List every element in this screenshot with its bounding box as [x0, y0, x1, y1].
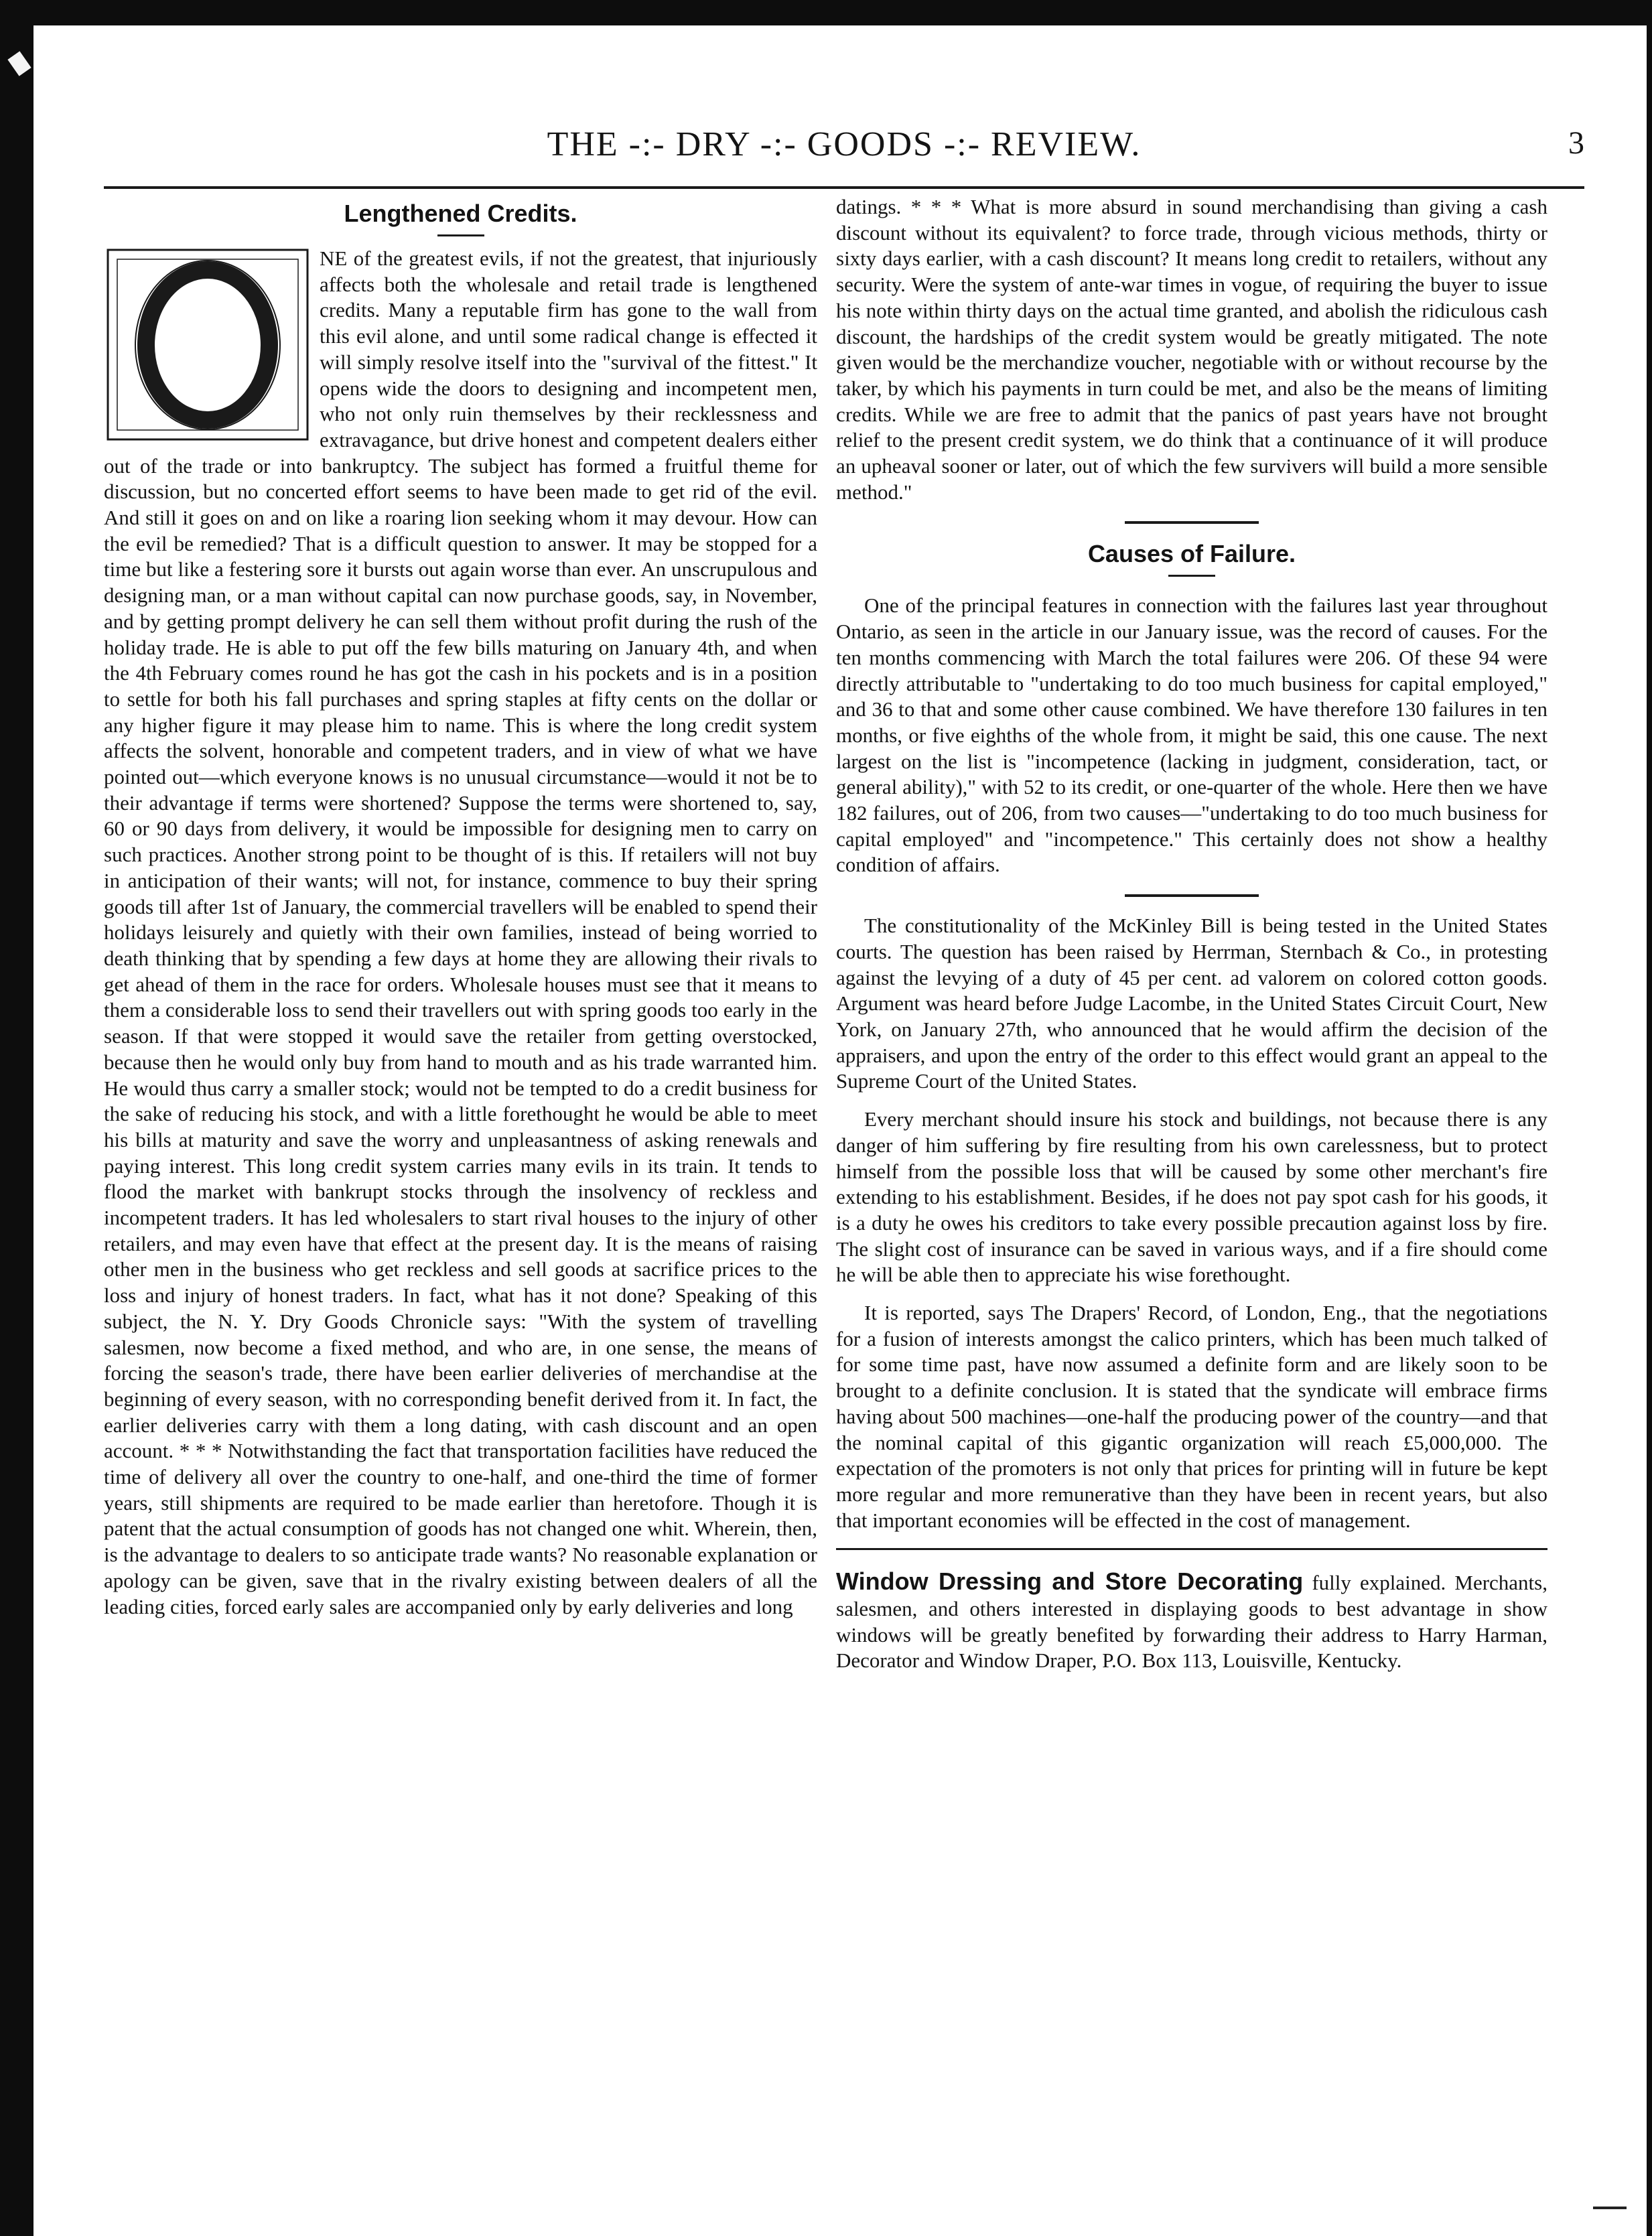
- right-column: [836, 194, 1547, 1674]
- advert-rule: [836, 1548, 1547, 1550]
- dropcap-o-icon: [104, 246, 312, 443]
- article-continuation: datings. * * * What is more absurd in sound merchandising than giving a cash discount without its equivalent? to force trade, through vicious methods, thirty or sixty days earlier, with a cash discount? It means long credit to retailers, without any security. Were the system of ante-war times in vogue, of requiring the buyer to issue his note within thirty days on the actual time granted, and abolish the ridiculous cash discount, the hardships of the credit system would be greatly mitigated. The note given would be the merchandize voucher, negotiable with or without recourse by the taker, by which his payments in turn could be met, and also be the means of limiting credits. While we are free to admit that the panics of past years have not brought relief to the present credit system, we do think that a continuance of it will produce an upheaval sooner or later, out of which the few survivers will build a more sensible method.": [836, 195, 1547, 504]
- article-title-causes-of-failure: Causes of Failure.: [1087, 540, 1296, 568]
- section-divider: [1125, 894, 1259, 897]
- left-column: [104, 194, 817, 1620]
- dropcap-ornament: [104, 246, 312, 443]
- news-paragraph-insurance: Every merchant should insure his stock and buildings, not because there is any danger of him suffering by fire resulting from his own carelessness, but to protect himself from the possible loss that will be caused by some other merchant's fire extending to his establishment. Besides, if he does not pay spot cash for his goods, it is a duty he owes his creditors to take every possible precaution against loss by fire. The slight cost of insurance can be saved in various ways, and if a fire should come he will be able then to appreciate his wise forethought.: [836, 1107, 1547, 1287]
- section-divider: [1125, 521, 1259, 524]
- running-head: [104, 119, 1584, 180]
- advert-window-dressing: [836, 1569, 1547, 1674]
- article-text: NE of the greatest evils, if not the greatest, that injuriously affects both the wholesale and retail trade is lengthened credits. Many a reputable firm has gone to the wall from this evil alone, and until some radical change is effected it will simply resolve itself into the "survival of the fittest." It opens wide the doors to designing and incompetent men, who not only ruin themselves by their recklessness and extravagance, but drive honest and competent dealers either out of the trade or into bankruptcy. The subject has formed a fruitful theme for discussion, but no concerted effort seems to have been made to get rid of the evil. And still it goes on and on like a roaring lion seeking whom it may devour. How can the evil be remedied? That is a difficult question to answer. It may be stopped for a time but like a festering sore it bursts out again worse than ever. An unscrupulous and designing man, or a man without capital can now purchase goods, say, in November, and by getting prompt delivery he can sell them without profit during the rush of the holiday trade. He is able to put off the few bills maturing on January 4th, and when the 4th February comes round he has got the cash in his pockets and is in a position to settle for both his fall purchases and spring staples at fifty cents on the dollar or any higher figure it may please him to name. This is where the long credit system affects the solvent, honorable and competent traders, and in view of what we have pointed out—which everyone knows is no unusual circumstance—would it not be to their advantage if terms were shortened? Suppose the terms were shortened to, say, 60 or 90 days from delivery, it would be impossible for designing men to carry on such practices. Another strong point to be thought of is this. If retailers will not buy in anticipation of their wants; will not, for instance, commence to buy their spring goods till after 1st of January, the commercial travellers will be enabled to spend their holidays leisurely and quietly with their own families, instead of being worried to death thinking that by spending a few days at home they are allowing their rivals to get ahead of them in the race for orders. Wholesale houses must see that it means to them a considerable loss to send their travellers out with spring goods too early in the season. If that were stopped it would save the retailer from getting overstocked, because then he would only buy from hand to mouth and as his trade warranted him. He would thus carry a smaller stock; would not be tempted to do a credit business for the sake of reducing his stock, and with a little forethought he would be able to meet his bills at maturity and save the worry and unpleasantness of asking renewals and paying interest. This long credit system carries many evils in its train. It tends to flood the market with bankrupt stocks through the insolvency of reckless and incompetent traders. It has led wholesalers to start rival houses to the injury of other retailers, and may even have that effect at the present day. It is the means of raising other men in the business who get reckless and sell goods at sacrifice prices to the loss and injury of honest traders. In fact, what has it not done? Speaking of this subject, the N. Y. Dry Goods Chronicle says: "With the system of travelling salesmen, now become a fixed method, and who are, in one sense, the means of forcing the season's trade, there have been earlier deliveries of merchandise at the beginning of every season, with no corresponding benefit derived from it. In fact, the earlier deliveries carry with them a long dating, with cash discount and an open account. * * * Notwithstanding the fact that transportation facilities have reduced the time of delivery all over the country to one-half, and one-third the time of former years, still shipments are required to be made earlier than heretofore. Though it is patent that the actual consumption of goods has not changed one whit. Wherein, then, is the advantage to dealers to so anticipate trade wants? No reasonable explanation or apology can be given, save that in the rivalry existing between dealers of all the leading cities, forced early sales are accompanied only by early deliveries and long: [104, 247, 817, 1618]
- corner-mark: [1593, 2207, 1627, 2209]
- news-paragraph-mckinley: The constitutionality of the McKinley Bill is being tested in the United States courts. The question has been raised by Herrman, Sternbach & Co., in protesting against the levying of a duty of 45 per cent. ad valorem on colored cotton goods. Argument was heard before Judge Lacombe, in the United States Circuit Court, New York, on January 27th, who announced that he would affirm the decision of the appraisers, and upon the entry of the order to this effect would grant an appeal to the Supreme Court of the United States.: [836, 914, 1547, 1093]
- scan-border-left: [0, 0, 33, 2236]
- title-rule: [1168, 575, 1215, 577]
- paragraph-gap: [836, 1288, 1547, 1300]
- advert-body: fully explained. Merchants, salesmen, and others interested in displaying goods to best advantage in show windows will be greatly benefited by forwarding their address to Harry Harman, Decorator and Window Draper, P.O. Box 113, Louisville, Kentucky.: [836, 1571, 1547, 1673]
- scan-border-top: [0, 0, 1652, 25]
- news-paragraph-calico: It is reported, says The Drapers' Record, of London, Eng., that the negotiations for a fusion of interests amongst the calico printers, which has been much talked of for some time past, have now assumed a definite form and are likely soon to be brought to a definite conclusion. It is stated that the syndicate will embrace firms having about 500 machines—one-half the producing power of the country—and that the nominal capital of this gigantic organization will reach £5,000,000. The expectation of the promoters is not only that prices for printing will in future be kept more regular and more remunerative than they have been in recent years, but also that important economies will be effected in the cost of management.: [836, 1301, 1547, 1532]
- article-paragraph: [104, 246, 817, 1620]
- advert-headline: Window Dressing and Store Decorating: [836, 1567, 1304, 1596]
- page-number: 3: [1568, 125, 1584, 161]
- running-title: THE -:- DRY -:- GOODS -:- REVIEW.: [547, 125, 1142, 163]
- paragraph-gap: [836, 1095, 1547, 1107]
- article-paragraph: One of the principal features in connection with the failures last year throughout Ontario, as seen in the article in our January issue, was the record of causes. For the ten months commencing with March the total failures were 206. Of these 94 were directly attributable to "undertaking to do too much business for capital employed," and 36 to that and some other cause combined. We have therefore 130 failures in ten months, or five eighths of the whole from, it might be said, this one cause. The next largest on the list is "incompetence (lacking in judgment, consideration, tact, or general ability)," with 52 to its credit, or one-quarter of the whole. Here then we have 182 failures, out of 206, from two causes—"undertaking to do too much business for capital employed" and "incompetence." This certainly does not show a healthy condition of affairs.: [836, 593, 1547, 877]
- scan-border-right: [1647, 0, 1652, 2236]
- header-rule: [104, 186, 1584, 189]
- article-title-lengthened-credits: Lengthened Credits.: [344, 200, 577, 227]
- title-rule: [437, 234, 484, 236]
